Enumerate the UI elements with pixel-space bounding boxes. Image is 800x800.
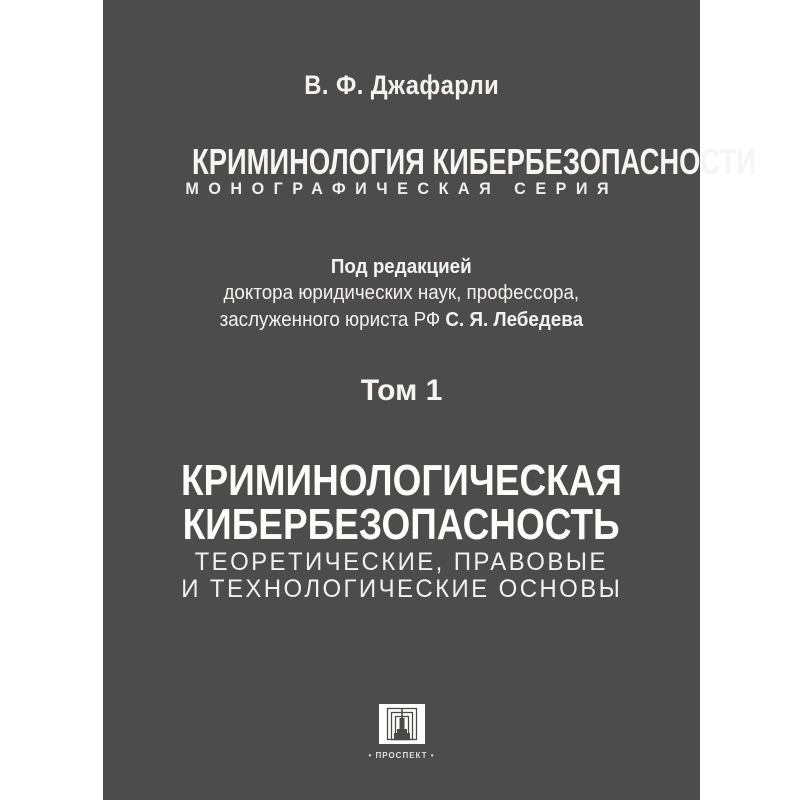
author-name-text: В. Ф. Джафарли [304,70,499,100]
series-subtitle [103,180,700,197]
editors-credentials-prefix: заслуженного юриста РФ [219,308,446,331]
author-name [103,72,700,99]
subtitle-line2 [103,577,700,602]
editors-credentials-line1: доктора юридических наук, профессора, [223,282,580,305]
tower-portal-icon [379,704,425,744]
main-title-line2 [103,500,700,549]
series-title [103,141,756,182]
subtitle-line2-text: И ТЕХНОЛОГИЧЕСКИЕ ОСНОВЫ [180,575,623,603]
publisher-logo [103,704,700,760]
main-title-line2-text: КИБЕРБЕЗОПАСНОСТЬ [182,500,621,549]
series-title-text: КРИМИНОЛОГИЯ КИБЕРБЕЗОПАСНОСТИ [192,141,756,182]
main-title-line1 [103,456,700,505]
book-cover [103,0,756,800]
editors-block [103,254,700,333]
subtitle-line1-text: ТЕОРЕТИЧЕСКИЕ, ПРАВОВЫЕ [194,548,609,576]
editor-name: С. Я. Лебедева [445,308,584,331]
subtitle-line1 [103,550,700,575]
editors-intro: Под редакцией [331,256,472,278]
main-title-line1-text: КРИМИНОЛОГИЧЕСКАЯ [180,456,622,505]
volume-label-text: Том 1 [360,374,443,407]
series-subtitle-text: МОНОГРАФИЧЕСКАЯ СЕРИЯ [185,179,618,198]
publisher-name: • ПРОСПЕКТ • [368,751,435,760]
editors-credentials-line2 [220,309,583,331]
volume-label [103,376,700,406]
